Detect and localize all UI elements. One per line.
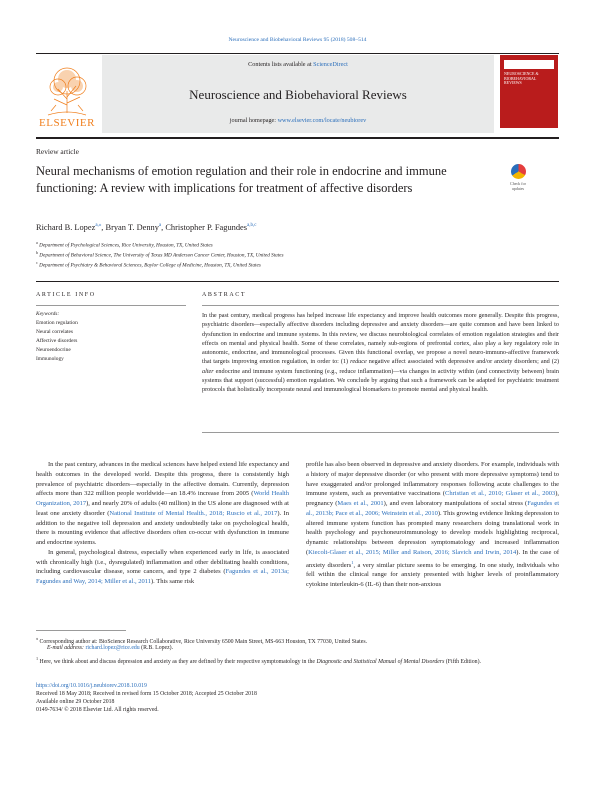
- article-title: Neural mechanisms of emotion regulation and their role in endocrine and immune functioning: A review with implications for treatment of affective disorders: [36, 164, 447, 195]
- received-dates: Received 18 May 2018; Received in revised form 15 October 2018; Accepted 25 October 2018: [36, 691, 257, 697]
- keyword: Emotion regulation: [36, 320, 78, 326]
- doi-link[interactable]: https://doi.org/10.1016/j.neubiorev.2018.10.019: [36, 683, 147, 689]
- abstract-heading: ABSTRACT: [202, 292, 247, 298]
- abstract-text: In the past century, medical progress has helped increase life expectancy and improve health outcomes more generally. Despite this progress, psychiatric disorders—especially affective disorders including depressive and anxiety disorders—are quite common and have been linked to dysfunction in endocrine and immune systems. In this review, we discuss neurobiological correlates of emotion regulation strategies and their effects on mental and physical health. Some of these correlates, namely sub-regions of prefrontal cortex, also play a key regulatory role in autonomic, endocrine, and immunological processes. Given this functional overlap, we propose a novel neuro-immuno-affective framework that targets improving emotion regulation, in order to: (1) reduce negative affect associated with depressive and/or anxiety disorders; and (2) alter endocrine and immune system functioning (e.g., reduce inflammation)—via changes in activity within (and connectivity between) brain systems that support (successful) emotion regulation. We conclude by arguing that such a framework can be adapted for psychiatric treatment protocols that holistically incorporate neural and immunological biomarkers to promote mental and physical health.: [202, 312, 560, 394]
- body-column-left: [36, 460, 289, 587]
- author-name[interactable]: Bryan T. Denny: [105, 222, 159, 232]
- paragraph: In the past century, advances in the medical sciences have helped extend life expectancy and health outcomes in the developed world. Despite this progress, there is consistently high prevalence of psychiatric disorders—especially in the affective domain. Currently, depression affects more than 322 million people worldwide—an 18.4% increase from 2005 (World Health Organization, 2017), and nearly 20% of adults (40 million) in the US alone are diagnosed with at least one anxiety disorder (National Institute of Mental Health., 2018; Ruscio et al., 2017). In addition to the negative toll depression and anxiety undoubtedly take on psychological health, there is mounting evidence that affective disorders often co-occur with dysfunction in immune and endocrine systems.: [36, 461, 289, 546]
- journal-header-box: [102, 55, 494, 133]
- keyword: Immunology: [36, 356, 64, 362]
- citation-link[interactable]: Fagundes et al., 2013b; Pace et al., 2006; Weinstein et al., 2010: [306, 500, 560, 517]
- keywords-label: Keywords:: [36, 311, 60, 317]
- footnote-rule: [36, 630, 126, 631]
- author-name[interactable]: Christopher P. Fagundes: [165, 222, 247, 232]
- article-info-heading: ARTICLE INFO: [36, 292, 96, 298]
- sciencedirect-link[interactable]: ScienceDirect: [313, 61, 348, 68]
- copyright-line: 0149-7634/ © 2018 Elsevier Ltd. All rights reserved.: [36, 707, 159, 713]
- journal-title: Neuroscience and Biobehavioral Reviews: [189, 87, 407, 102]
- crossmark-label: Check for updates: [510, 181, 526, 191]
- cover-title: NEUROSCIENCE & BIOBEHAVIORAL REVIEWS: [504, 71, 539, 86]
- citation-link[interactable]: World Health Organization, 2017: [36, 490, 289, 507]
- email-note: E-mail address: richard.lopez@rice.edu (R.B. Lopez).: [47, 645, 174, 651]
- keyword: Neural correlates: [36, 329, 73, 335]
- publisher-wordmark: ELSEVIER: [39, 117, 95, 129]
- abstract-rule: [202, 305, 559, 306]
- author-name[interactable]: Richard B. Lopez: [36, 222, 96, 232]
- author-list: Richard B. Lopez$^{a,⁎}$, Bryan T. Denny$^a$, Christopher P. Fagundes$^{a,b,c}$: [36, 222, 257, 232]
- journal-cover-thumbnail: [500, 55, 558, 128]
- affiliation: $^c$ Department of Psychiatry & Behavioral Sciences, Baylor College of Medicine, Houston, TX, United States: [36, 260, 261, 269]
- contents-line: Contents lists available at ScienceDirect: [248, 61, 348, 68]
- journal-homepage: journal homepage: www.elsevier.com/locate/neubiorev: [229, 117, 367, 124]
- header-bottom-rule: [36, 137, 559, 139]
- affiliation: $^a$ Department of Psychological Sciences, Rice University, Houston, TX, United States: [36, 240, 213, 249]
- paragraph: profile has also been observed in depressive and anxiety disorders. For example, individuals with a history of major depressive disorder (or who present with more depressive symptoms) tend to have exaggerated and/or prolonged inflammatory responses following acute challenges to the immune system, such as preventative vaccinations (Christian et al., 2010; Glaser et al., 2003), pregnancy (Maes et al., 2001), and even laboratory manipulations of social stress (Fagundes et al., 2013b; Pace et al., 2006; Weinstein et al., 2010). This growing evidence linking depression to altered immune system function has prompted many researchers doing translational work in health psychology and psychoneuroimmunology to develop models highlighting reciprocal, dynamic relationships between depression symptomatology and increased inflammation (Kiecolt-Glaser et al., 2015; Miller and Raison, 2016; Slavich and Irwin, 2014). In the case of anxiety disorders$^1$, a very similar picture seems to be emerging. In one study, individuals who fell within the clinical range for anxiety presented with higher levels of proinflammatory cytokine interleukin-6 (IL-6) than their non-anxious: [306, 461, 560, 589]
- journal-citation[interactable]: Neuroscience and Biobehavioral Reviews 95 (2018) 508–514: [228, 37, 367, 43]
- abstract-bottom-rule: [202, 432, 559, 433]
- available-online: Available online 29 October 2018: [36, 699, 115, 705]
- email-link[interactable]: richard.lopez@rice.edu: [85, 645, 140, 651]
- citation-link[interactable]: National Institute of Mental Health., 2018; Ruscio et al., 2017: [109, 509, 278, 517]
- homepage-link[interactable]: www.elsevier.com/locate/neubiorev: [277, 117, 367, 124]
- cover-banner: [504, 60, 554, 69]
- body-column-right: [306, 460, 559, 590]
- crossmark-icon: [511, 164, 526, 179]
- article-type: Review article: [36, 147, 79, 156]
- citation-link[interactable]: Kiecolt-Glaser et al., 2015; Miller and Raison, 2016; Slavich and Irwin, 2014: [308, 548, 517, 556]
- article-info-rule: [36, 305, 186, 306]
- affiliation: $^b$ Department of Behavioral Science, The University of Texas MD Anderson Cancer Center, Houston, TX, United States: [36, 250, 284, 259]
- citation-link[interactable]: Fagundes et al., 2013a; Fagundes and Way, 2014; Miller et al., 2011: [36, 568, 289, 585]
- paragraph: In general, psychological distress, especially when experienced early in life, is associated with chronically high (i.e., dysregulated) inflammation and other debilitating health conditions, including cardiovascular disease, some cancers, and type 2 diabetes (Fagundes et al., 2013a; Fagundes and Way, 2014; Miller et al., 2011). This same risk: [36, 548, 289, 585]
- keyword: Neuroendocrine: [36, 347, 71, 353]
- footnote-1: $^1$ Here, we think about and discuss depression and anxiety as they are defined by their respective symptomatology in the Diagnostic and Statistical Manual of Mental Disorders (Fifth Edition).: [36, 656, 481, 665]
- corresponding-author-note: ⁎ Corresponding author at: BioScience Research Collaborative, Rice University 6500 Main Street, MS-663 Houston, TX 77030, United States.: [36, 636, 368, 645]
- header-top-rule: [36, 53, 559, 54]
- footnote-ref[interactable]: 1: [351, 559, 354, 565]
- citation-link[interactable]: Christian et al., 2010; Glaser et al., 2003: [445, 490, 556, 498]
- keyword: Affective disorders: [36, 338, 78, 344]
- affiliations-rule: [36, 281, 559, 282]
- check-for-updates-badge[interactable]: [504, 164, 532, 198]
- citation-link[interactable]: Maes et al., 2001: [337, 500, 384, 507]
